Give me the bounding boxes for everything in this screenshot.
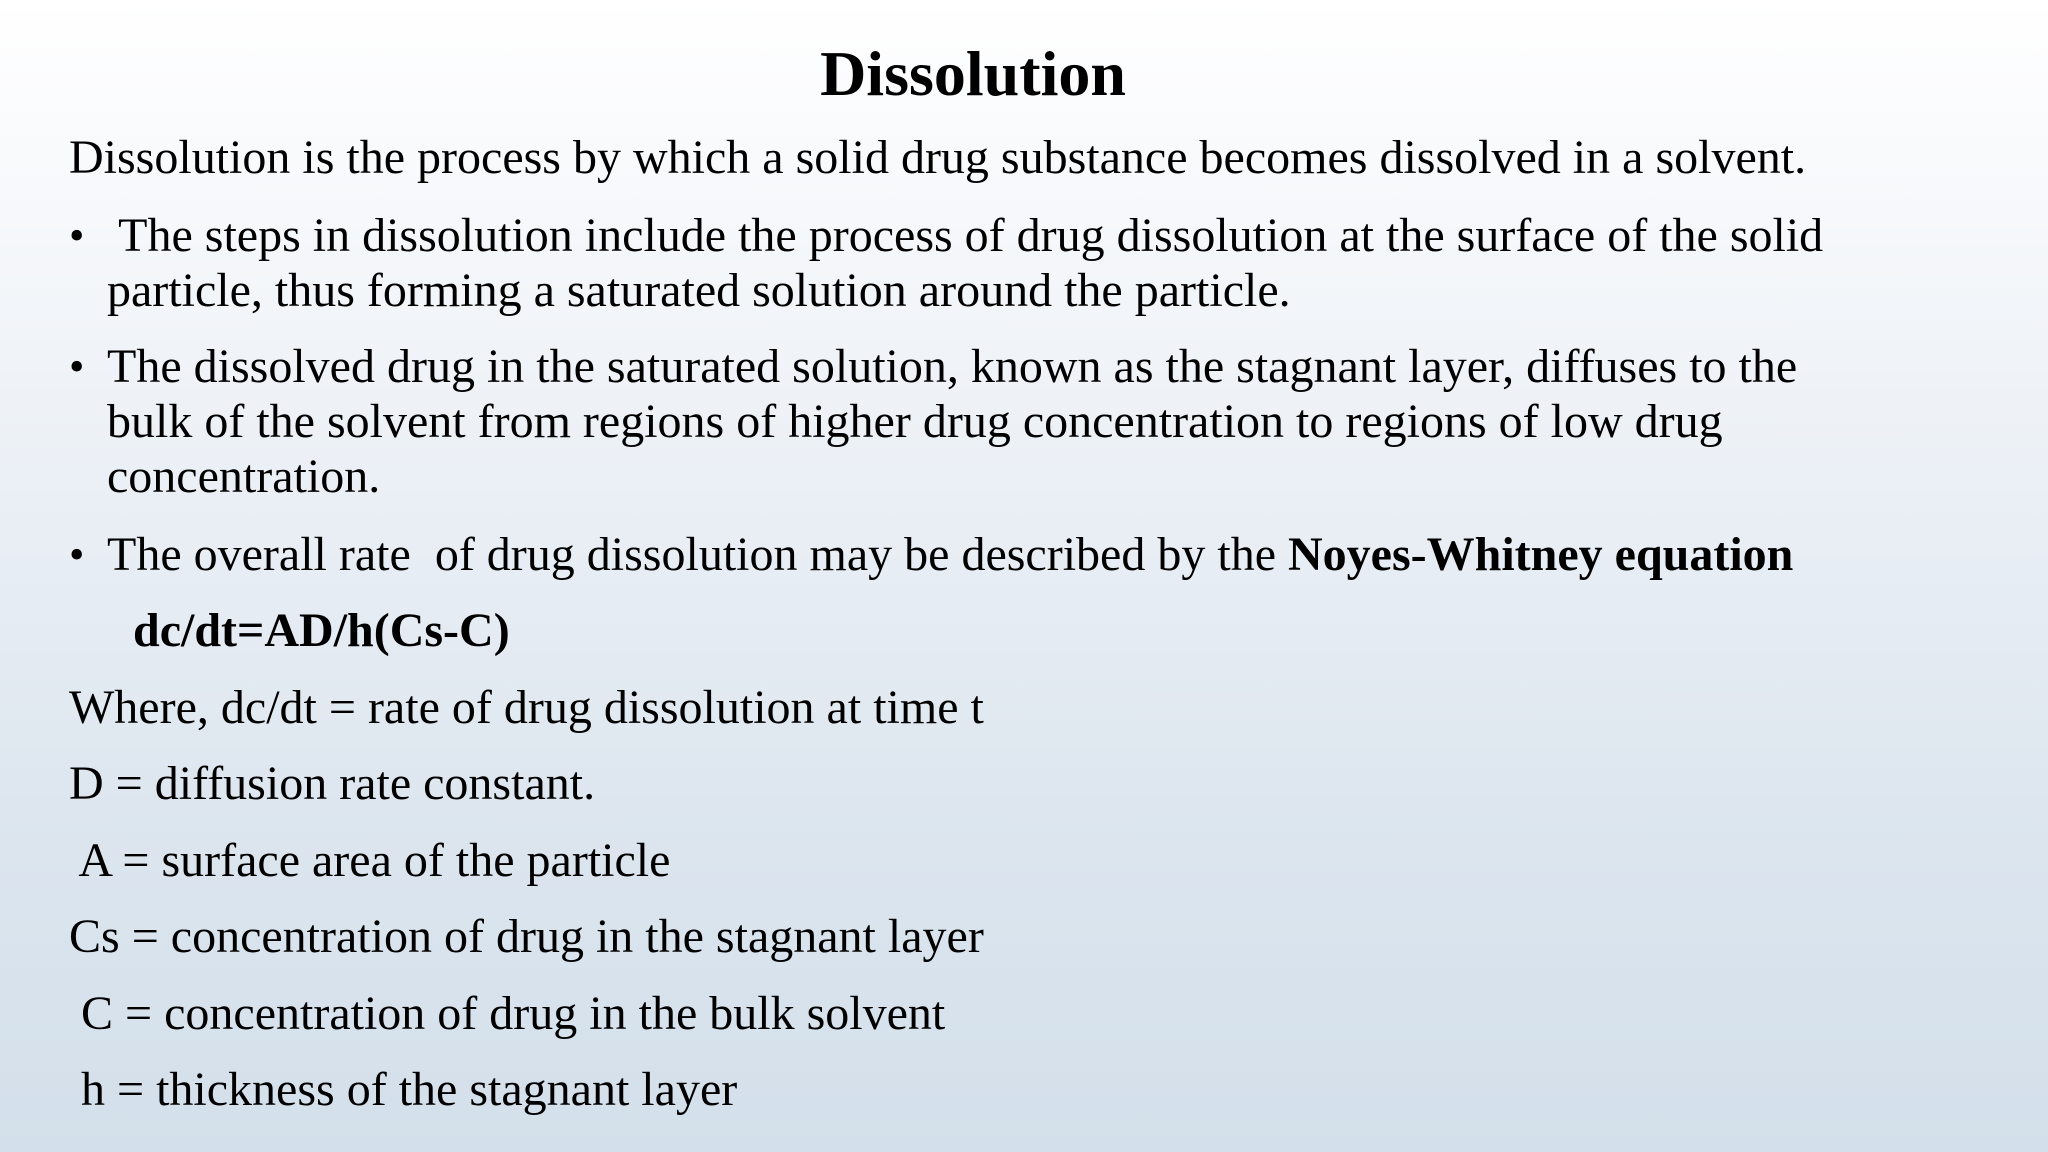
definition-line: Cs = concentration of drug in the stagnant layer <box>69 910 984 963</box>
definition-text: Dissolution is the process by which a solid drug substance becomes dissolved in a solvent. <box>69 131 1807 184</box>
bullet-line: The overall rate of drug dissolution may be described by the <box>107 528 1288 581</box>
bullet-text <box>107 208 1823 318</box>
equation: dc/dt=AD/h(Cs-C) <box>133 604 510 657</box>
bullet-line: particle, thus forming a saturated solution around the particle. <box>107 264 1291 317</box>
bullet-icon: • <box>69 211 85 260</box>
definition-line: A = surface area of the particle <box>69 834 671 887</box>
bullet-line: The steps in dissolution include the process of drug dissolution at the surface of the solid <box>107 209 1824 262</box>
definition-line: h = thickness of the stagnant layer <box>69 1063 738 1116</box>
slide-title: Dissolution <box>820 38 1126 109</box>
bullet-line: concentration. <box>107 450 381 503</box>
definition-line: D = diffusion rate constant. <box>69 757 596 810</box>
definition-line: C = concentration of drug in the bulk solvent <box>69 987 946 1040</box>
equation-name: Noyes-Whitney equation <box>1288 528 1794 581</box>
definition-line: Where, dc/dt = rate of drug dissolution at time t <box>69 681 984 734</box>
bullet-line: bulk of the solvent from regions of higher drug concentration to regions of low drug <box>107 395 1723 448</box>
bullet-text <box>107 339 1797 504</box>
bullet-text <box>107 527 1793 582</box>
bullet-icon: • <box>69 530 85 579</box>
bullet-icon: • <box>69 342 85 391</box>
bullet-line: The dissolved drug in the saturated solution, known as the stagnant layer, diffuses to the <box>107 340 1798 393</box>
